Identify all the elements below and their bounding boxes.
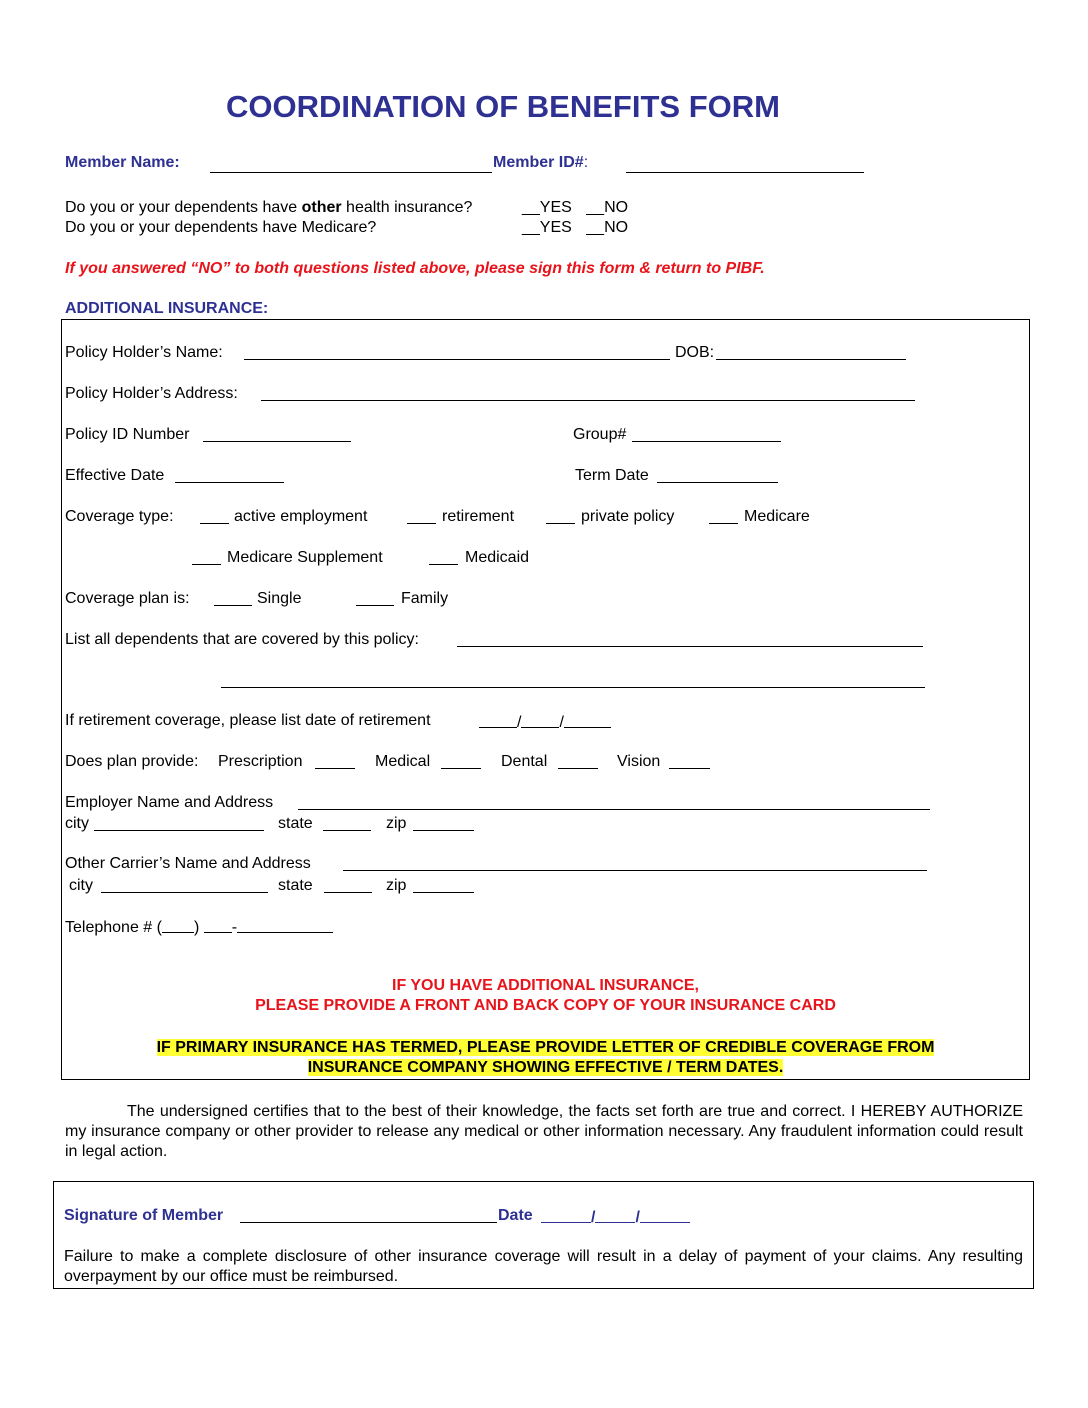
other-carrier-zip-label: zip [386,877,407,894]
member-id-field[interactable] [626,158,864,173]
plan-medical-blank[interactable] [441,754,481,769]
coverage-private-policy-blank[interactable] [546,509,575,524]
termed-insurance-notice-line-2 [61,1059,1030,1077]
coverage-option-medicare: Medicare [744,508,810,525]
dob-field[interactable] [716,345,906,360]
signature-date-label: Date [498,1207,533,1224]
other-carrier-state-label: state [278,877,313,894]
no-option: NO [604,219,629,236]
policy-holder-address-label: Policy Holder’s Address: [65,385,238,402]
group-field[interactable] [632,427,781,442]
group-label: Group# [573,426,627,443]
other-carrier-state-field[interactable] [324,878,372,893]
telephone-label-text: Telephone # [65,919,153,936]
member-id-colon: : [583,154,589,171]
retirement-day-blank[interactable] [521,713,559,728]
employer-label: Employer Name and Address [65,794,274,811]
dependents-field-line-1[interactable] [457,632,923,647]
date-separator: / [517,714,522,731]
yes-blank[interactable]: __ [522,199,540,216]
retirement-date-label: If retirement coverage, please list date of retirement [65,712,431,729]
coverage-option-medicaid: Medicaid [465,549,530,566]
other-carrier-field[interactable] [343,856,927,871]
policy-holder-name-label: Policy Holder’s Name: [65,344,223,361]
policy-id-label: Policy ID Number [65,426,190,443]
coverage-medicaid-blank[interactable] [429,550,458,565]
employer-zip-field[interactable] [413,816,474,831]
signature-day-blank[interactable] [595,1208,635,1223]
member-id-label-text: Member ID# [493,154,584,171]
plan-dental-blank[interactable] [558,754,598,769]
dob-label: DOB: [675,344,715,361]
coverage-active-employment-blank[interactable] [200,509,229,524]
member-name-label: Member Name: [65,154,180,171]
coverage-plan-family: Family [401,590,449,607]
telephone-label [65,917,333,937]
no-blank[interactable]: __ [586,199,605,216]
other-carrier-city-field[interactable] [101,878,268,893]
yes-option: YES [539,199,572,216]
telephone-dash: - [231,919,238,936]
telephone-number-blank[interactable] [237,918,333,933]
coverage-option-medicare-supplement: Medicare Supplement [227,549,383,566]
disclosure-disclaimer: Failure to make a complete disclosure of other insurance coverage will result in a delay of payment of your claims. Any resulting overpayment by our office must be reimbursed. [64,1248,1023,1285]
highlight-text: IF PRIMARY INSURANCE HAS TERMED, PLEASE PROVIDE LETTER OF CREDIBLE COVERAGE FROM [156,1039,935,1056]
date-separator: / [635,1209,640,1226]
signature-field[interactable] [240,1208,497,1223]
yes-option: YES [539,219,572,236]
coverage-option-active-employment: active employment [234,508,368,525]
additional-insurance-heading: ADDITIONAL INSURANCE: [65,300,269,317]
instruction-no-answer: If you answered “NO” to both questions listed above, please sign this form & return to PIBF. [65,260,765,277]
coverage-plan-family-blank[interactable] [356,591,394,606]
telephone-paren-open: ( [156,919,162,936]
term-date-label: Term Date [575,467,649,484]
additional-insurance-notice-line-1: IF YOU HAVE ADDITIONAL INSURANCE, [392,977,699,994]
question-text-after: health insurance? [341,199,473,216]
effective-date-field[interactable] [175,468,284,483]
coverage-medicare-blank[interactable] [709,509,738,524]
answer-medicare [522,219,628,237]
no-option: NO [604,199,629,216]
highlight-text: INSURANCE COMPANY SHOWING EFFECTIVE / TERM DATES. [307,1059,784,1076]
employer-field[interactable] [298,795,930,810]
plan-vision-blank[interactable] [669,754,710,769]
plan-provides-dental: Dental [501,753,548,770]
policy-holder-name-field[interactable] [244,345,670,360]
plan-provides-medical: Medical [375,753,431,770]
question-text: Do you or your dependents have [65,199,302,216]
retirement-month-blank[interactable] [479,713,517,728]
plan-provides-vision: Vision [617,753,661,770]
dependents-field-line-2[interactable] [221,673,925,688]
employer-zip-label: zip [386,815,407,832]
member-name-field[interactable] [210,158,492,173]
coverage-retirement-blank[interactable] [407,509,436,524]
employer-state-label: state [278,815,313,832]
answer-other-insurance [522,199,628,217]
employer-state-field[interactable] [323,816,371,831]
signature-date-field[interactable] [541,1207,690,1227]
retirement-date-field[interactable] [479,712,611,732]
additional-insurance-notice-line-2: PLEASE PROVIDE A FRONT AND BACK COPY OF YOUR INSURANCE CARD [255,997,836,1014]
policy-holder-address-field[interactable] [261,386,915,401]
plan-provides-label: Does plan provide: [65,753,199,770]
coverage-option-private-policy: private policy [581,508,675,525]
effective-date-label: Effective Date [65,467,165,484]
employer-city-field[interactable] [94,816,264,831]
coverage-medicare-supplement-blank[interactable] [192,550,221,565]
coverage-plan-single: Single [257,590,302,607]
question-other-insurance [65,199,472,217]
telephone-prefix-blank[interactable] [204,918,232,933]
yes-blank[interactable]: __ [522,219,540,236]
plan-prescription-blank[interactable] [315,754,355,769]
signature-month-blank[interactable] [541,1208,591,1223]
signature-year-blank[interactable] [640,1208,690,1223]
other-carrier-city-label: city [69,877,93,894]
telephone-paren-close: ) [193,919,200,936]
date-separator: / [591,1209,596,1226]
coverage-plan-single-blank[interactable] [214,591,252,606]
no-blank[interactable]: __ [586,219,605,236]
certification-text: The undersigned certifies that to the best of their knowledge, the facts set forth are true and correct. I HEREBY AUTHORIZE my insurance company or other provider to release any medical or other information necessary. Any fraudulent information could result in legal action. [65,1103,1023,1160]
coverage-plan-label: Coverage plan is: [65,590,190,607]
date-separator: / [559,714,564,731]
policy-id-field[interactable] [203,427,351,442]
termed-insurance-notice-line-1 [61,1039,1030,1057]
page-title: COORDINATION OF BENEFITS FORM [226,89,780,124]
question-medicare: Do you or your dependents have Medicare? [65,219,377,236]
question-emphasis: other [301,199,342,216]
retirement-year-blank[interactable] [564,713,611,728]
other-carrier-zip-field[interactable] [413,878,474,893]
coverage-option-retirement: retirement [442,508,515,525]
coverage-type-label: Coverage type: [65,508,174,525]
dependents-label: List all dependents that are covered by this policy: [65,631,419,648]
plan-provides-prescription: Prescription [218,753,303,770]
telephone-area-code-blank[interactable] [162,918,194,933]
employer-city-label: city [65,815,89,832]
member-id-label [493,154,588,172]
signature-label: Signature of Member [64,1207,224,1224]
term-date-field[interactable] [657,468,778,483]
other-carrier-label: Other Carrier’s Name and Address [65,855,311,872]
